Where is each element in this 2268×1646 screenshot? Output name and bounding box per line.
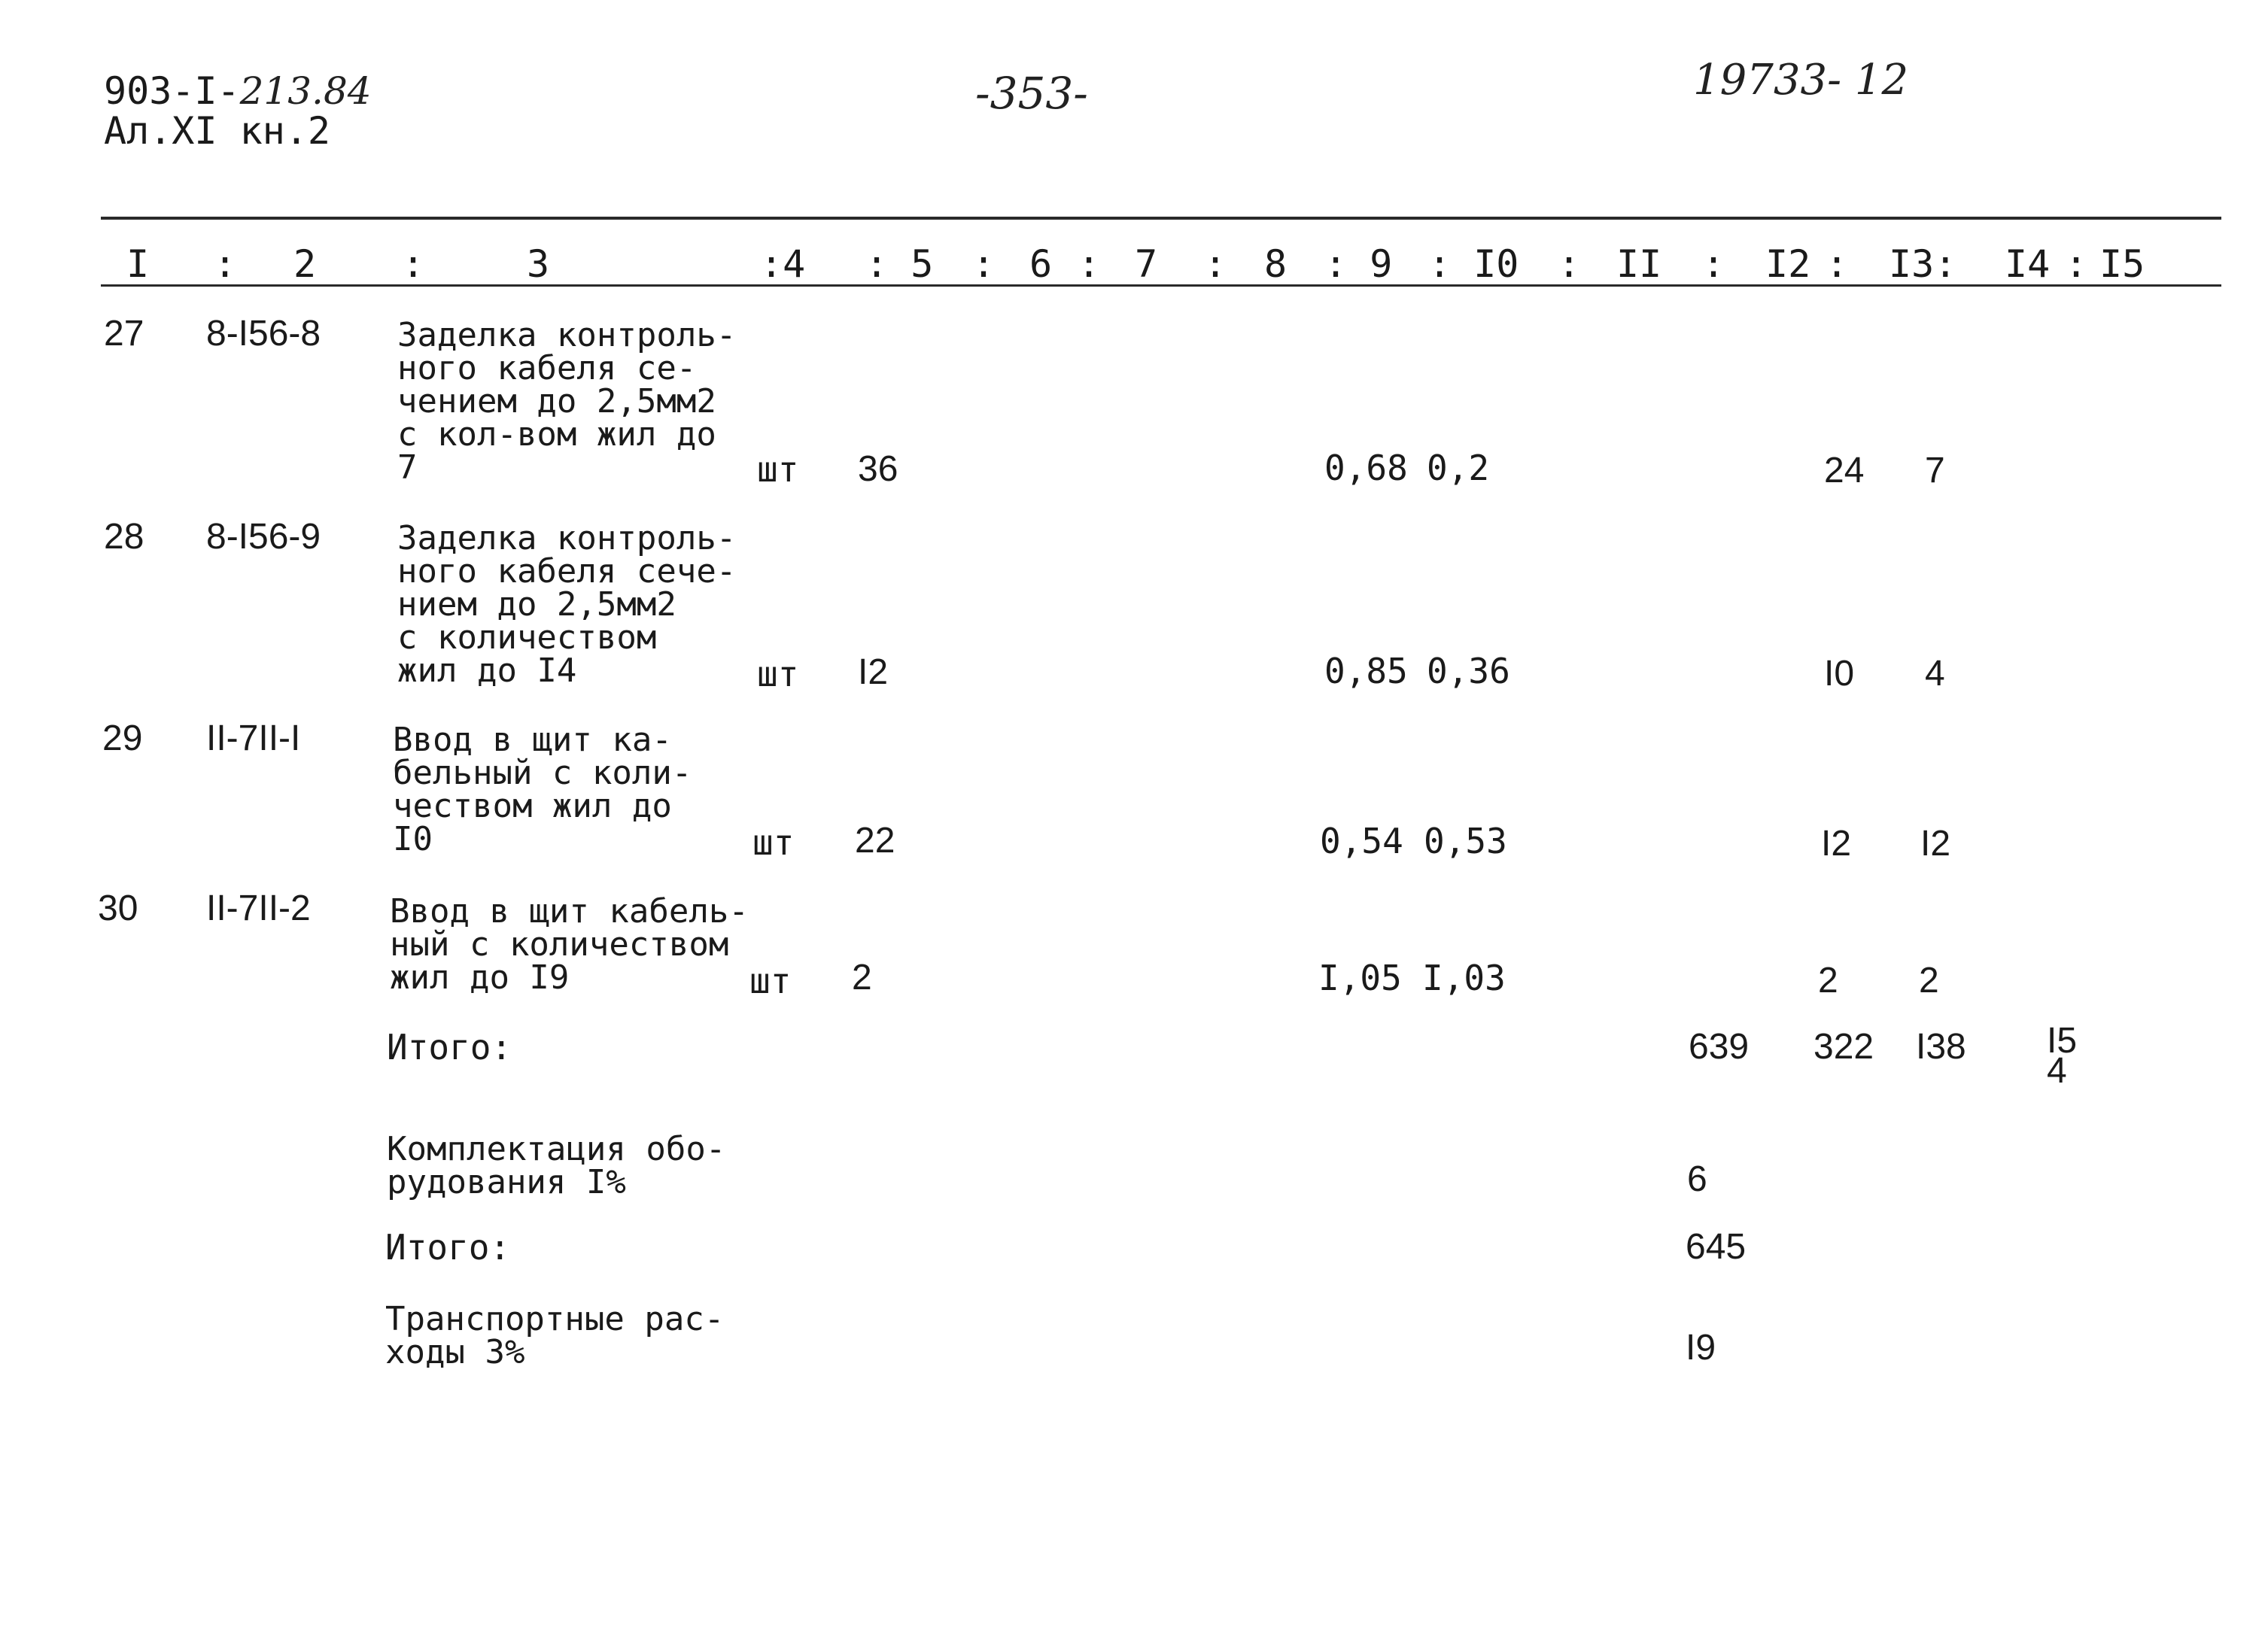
page-number: -353- bbox=[975, 68, 1088, 119]
col-header: I bbox=[126, 242, 150, 286]
equipment-value: 6 bbox=[1687, 1159, 1707, 1199]
row-code: II-7II-2 bbox=[206, 888, 311, 928]
transport-value: I9 bbox=[1686, 1328, 1716, 1368]
code-handwritten: 213.84 bbox=[239, 69, 372, 113]
row-col9: 0,54 bbox=[1320, 821, 1403, 861]
col-header: I2 bbox=[1765, 242, 1811, 286]
code-prefix: 903-I- bbox=[104, 69, 240, 113]
row-description: Ввод в щит кабель- ный с количеством жил до I9 bbox=[390, 892, 749, 997]
subtotal-value: 645 bbox=[1686, 1227, 1747, 1267]
row-unit: шт bbox=[757, 449, 799, 490]
row-quantity: 22 bbox=[855, 821, 895, 861]
col-separator: : bbox=[1204, 242, 1227, 286]
row-col10: 0,36 bbox=[1427, 651, 1510, 691]
row-unit: шт bbox=[757, 654, 799, 694]
row-unit: шт bbox=[752, 822, 795, 863]
col-header: 2 bbox=[293, 242, 317, 286]
row-code: 8-I56-8 bbox=[206, 314, 321, 354]
row-code: 8-I56-9 bbox=[206, 517, 321, 557]
doc-number: 19733- 12 bbox=[1693, 56, 1909, 105]
row-number: 28 bbox=[104, 517, 144, 557]
col-header: 6 bbox=[1029, 242, 1053, 286]
album-label: Ал.XI кн.2 bbox=[104, 109, 331, 153]
col-header: 8 bbox=[1264, 242, 1288, 286]
col-separator: : bbox=[1558, 242, 1581, 286]
row-quantity: 36 bbox=[858, 449, 898, 489]
col-header: :4 bbox=[760, 242, 806, 286]
row-col12: 2 bbox=[1818, 961, 1838, 1001]
col-header: : 9 bbox=[1324, 242, 1393, 286]
row-col10: 0,53 bbox=[1424, 821, 1507, 861]
row-description: Заделка контроль- ного кабеля сече- нием до 2,5мм2 с количеством жил до I4 bbox=[397, 519, 737, 690]
row-unit: шт bbox=[749, 961, 792, 1001]
document-code bbox=[104, 69, 372, 113]
row-col12: 24 bbox=[1824, 451, 1865, 490]
equipment-label: Комплектация обо- рудования I% bbox=[387, 1130, 726, 1201]
col-header: II bbox=[1616, 242, 1662, 286]
col-header: : I0 bbox=[1428, 242, 1519, 286]
subtotal-label: Итого: bbox=[385, 1227, 511, 1268]
row-code: II-7II-I bbox=[206, 718, 301, 758]
row-col12: I0 bbox=[1824, 654, 1855, 694]
row-col9: 0,68 bbox=[1324, 448, 1408, 488]
transport-label: Транспортные рас- ходы 3% bbox=[385, 1300, 725, 1371]
col-header: I4 bbox=[2005, 242, 2051, 286]
row-col13: 7 bbox=[1925, 451, 1945, 490]
col-separator: : bbox=[214, 242, 237, 286]
total-label: Итого: bbox=[387, 1027, 512, 1067]
col-header: I3: bbox=[1889, 242, 1957, 286]
row-description: Заделка контроль- ного кабеля се- чением до 2,5мм2 с кол-вом жил до 7 bbox=[397, 316, 737, 487]
row-col9: 0,85 bbox=[1324, 651, 1408, 691]
col-header: : 5 bbox=[865, 242, 934, 286]
row-quantity: 2 bbox=[852, 958, 872, 998]
row-description: Ввод в щит ка- бельный с коли- чеством жил до I0 bbox=[393, 721, 692, 858]
total-col14: I5 4 bbox=[2047, 1021, 2078, 1091]
row-number: 27 bbox=[104, 314, 144, 354]
col-header: 3 bbox=[527, 242, 550, 286]
col-separator: : bbox=[1078, 242, 1101, 286]
col-separator: : bbox=[1702, 242, 1725, 286]
row-col12: I2 bbox=[1821, 824, 1852, 864]
row-col9: I,05 bbox=[1318, 958, 1402, 998]
row-col13: 4 bbox=[1925, 654, 1945, 694]
col-separator: : bbox=[402, 242, 425, 286]
total-col13: I38 bbox=[1916, 1027, 1966, 1067]
row-number: 29 bbox=[102, 718, 143, 758]
row-quantity: I2 bbox=[858, 652, 889, 692]
row-number: 30 bbox=[98, 888, 138, 928]
row-col10: I,03 bbox=[1422, 958, 1506, 998]
row-col10: 0,2 bbox=[1427, 448, 1490, 488]
row-col13: 2 bbox=[1919, 961, 1939, 1001]
col-separator: : bbox=[1826, 242, 1849, 286]
col-separator: : bbox=[2065, 242, 2088, 286]
col-separator: : bbox=[972, 242, 996, 286]
col-header: 7 bbox=[1135, 242, 1158, 286]
header-top-rule bbox=[101, 217, 2221, 220]
col-header: I5 bbox=[2099, 242, 2145, 286]
total-col12: 322 bbox=[1813, 1027, 1874, 1067]
row-col13: I2 bbox=[1920, 824, 1951, 864]
total-col11: 639 bbox=[1689, 1027, 1750, 1067]
